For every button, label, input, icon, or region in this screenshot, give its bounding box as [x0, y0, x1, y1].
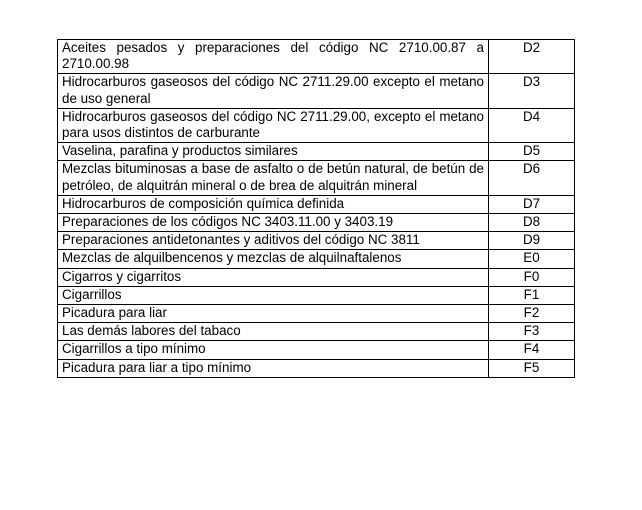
table-row: [58, 341, 575, 359]
row-description: Mezclas de alquilbencenos y mezclas de alquilnaftalenos: [58, 250, 489, 268]
table-row: [58, 161, 575, 195]
row-description: Hidrocarburos gaseosos del código NC 2711.29.00 excepto el metano de uso general: [58, 74, 489, 108]
row-description: Picadura para liar a tipo mínimo: [58, 359, 489, 377]
codes-table: [57, 39, 575, 378]
row-description: Cigarrillos a tipo mínimo: [58, 341, 489, 359]
row-code: D7: [489, 195, 575, 213]
row-code: E0: [489, 250, 575, 268]
row-description: Hidrocarburos gaseosos del código NC 2711.29.00, excepto el metano para usos distintos de carburante: [58, 108, 489, 142]
table-row: [58, 268, 575, 286]
table-row: [58, 323, 575, 341]
table-row: [58, 232, 575, 250]
row-code: D6: [489, 161, 575, 195]
row-code: D8: [489, 214, 575, 232]
row-description: Hidrocarburos de composición química definida: [58, 195, 489, 213]
row-description: Aceites pesados y preparaciones del código NC 2710.00.87 a 2710.00.98: [58, 40, 489, 74]
row-code: F4: [489, 341, 575, 359]
row-description: Mezclas bituminosas a base de asfalto o de betún natural, de betún de petróleo, de alquitrán mineral o de brea de alquitrán mineral: [58, 161, 489, 195]
row-code: F3: [489, 323, 575, 341]
row-code: F1: [489, 286, 575, 304]
row-code: D2: [489, 40, 575, 74]
table-row: [58, 143, 575, 161]
table-row: [58, 305, 575, 323]
row-description: Cigarrillos: [58, 286, 489, 304]
table-row: [58, 286, 575, 304]
table-row: [58, 359, 575, 377]
row-description: Picadura para liar: [58, 305, 489, 323]
row-code: F5: [489, 359, 575, 377]
row-code: F0: [489, 268, 575, 286]
row-description: Cigarros y cigarritos: [58, 268, 489, 286]
row-description: Preparaciones de los códigos NC 3403.11.00 y 3403.19: [58, 214, 489, 232]
row-code: D4: [489, 108, 575, 142]
table-row: [58, 40, 575, 74]
table-row: [58, 250, 575, 268]
row-description: Preparaciones antidetonantes y aditivos del código NC 3811: [58, 232, 489, 250]
row-code: D9: [489, 232, 575, 250]
row-code: F2: [489, 305, 575, 323]
table-row: [58, 214, 575, 232]
table-row: [58, 108, 575, 142]
table-row: [58, 195, 575, 213]
row-description: Vaselina, parafina y productos similares: [58, 143, 489, 161]
row-code: D5: [489, 143, 575, 161]
row-code: D3: [489, 74, 575, 108]
row-description: Las demás labores del tabaco: [58, 323, 489, 341]
table-row: [58, 74, 575, 108]
